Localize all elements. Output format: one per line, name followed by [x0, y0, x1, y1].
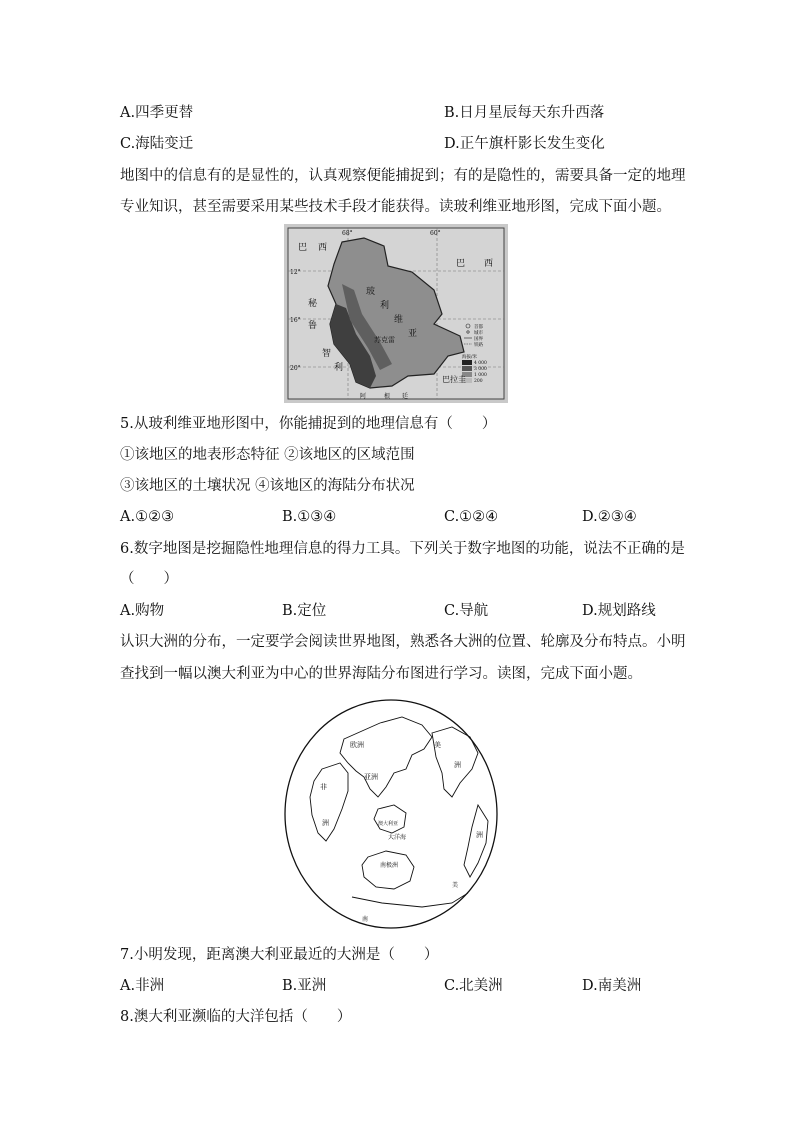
label-bolivia-1: 玻 [366, 287, 376, 297]
q5-option-b: B.①③④ [282, 509, 337, 525]
q5-stem: 5.从玻利维亚地形图中，你能捕捉到的地理信息有（ ） [120, 416, 497, 432]
label-brazil-1b: 西 [318, 243, 328, 253]
legend-city: 城市 [474, 331, 483, 336]
intro2-line1: 认识大洲的分布，一定要学会阅读世界地图，熟悉各大洲的位置、轮廓及分布特点。小明 [120, 634, 686, 650]
label-brazil-1a: 巴 [298, 243, 308, 253]
legend-elev-3000: 3 000 [474, 367, 487, 372]
label-brazil-2b: 西 [484, 259, 494, 269]
label-ocean: 大洋海 [388, 834, 407, 841]
label-europe: 欧洲 [350, 741, 364, 749]
legend-elev-200: 200 [474, 379, 483, 384]
q5-option-c: C.①②④ [444, 509, 499, 525]
world-map-australia-centered [282, 697, 501, 932]
label-argentina-1: 阿 [360, 393, 367, 400]
lat-label-20: 20° [290, 365, 301, 372]
legend-border: 国界 [474, 337, 483, 342]
label-bolivia-4: 亚 [408, 329, 418, 339]
intro1-line2: 专业知识，甚至需要采用某些技术手段才能获得。读玻利维亚地形图，完成下面小题。 [120, 199, 671, 215]
label-brazil-2a: 巴 [456, 259, 466, 269]
q7-stem: 7.小明发现，距离澳大利亚最近的大洲是（ ） [120, 947, 439, 963]
legend-elev-4000: 4 000 [474, 361, 487, 366]
intro2-line2: 查找到一幅以澳大利亚为中心的世界海陆分布图进行学习。读图，完成下面小题。 [120, 666, 642, 682]
q7-option-c: C.北美洲 [444, 978, 503, 994]
label-south: 南 [362, 916, 369, 923]
lon-label-68: 68° [342, 230, 353, 237]
label-chile-2: 利 [334, 363, 344, 373]
label-bolivia-3: 维 [394, 315, 404, 325]
q5-items-line1: ①该地区的地表形态特征 ②该地区的区域范围 [120, 447, 415, 463]
lat-label-16: 16° [290, 317, 301, 324]
lon-label-60: 60° [430, 230, 441, 237]
label-antarctica: 南极洲 [380, 862, 399, 869]
q7-option-b: B.亚洲 [282, 978, 327, 994]
label-africa-2: 洲 [322, 819, 329, 827]
bolivia-terrain-map [284, 224, 508, 403]
q4-option-d: D.正午旗杆影长发生变化 [444, 136, 605, 152]
q6-stem-cont: （ ） [120, 571, 178, 587]
label-sucre: 苏克雷 [374, 336, 395, 344]
label-america-n-1: 美 [434, 741, 441, 749]
legend-railway: 铁路 [474, 343, 483, 348]
q5-option-a: A.①②③ [120, 509, 175, 525]
q6-option-b: B.定位 [282, 603, 327, 619]
q6-option-c: C.导航 [444, 603, 489, 619]
label-argentina-2: 根 [384, 393, 391, 400]
label-bolivia-2: 利 [380, 301, 390, 311]
q8-stem: 8.澳大利亚濒临的大洋包括（ ） [120, 1009, 352, 1025]
q6-option-d: D.规划路线 [582, 603, 656, 619]
q6-option-a: A.购物 [120, 603, 165, 619]
label-chile-1: 智 [322, 349, 332, 359]
q7-option-a: A.非洲 [120, 978, 165, 994]
intro1-line1: 地图中的信息有的是显性的，认真观察便能捕捉到；有的是隐性的，需要具备一定的地理 [120, 168, 686, 184]
label-argentina-3: 廷 [402, 393, 409, 400]
q4-option-a: A.四季更替 [120, 105, 194, 121]
label-america-s-1: 美 [452, 882, 459, 889]
q4-option-b: B.日月星辰每天东升西落 [444, 105, 605, 121]
label-africa-1: 非 [320, 783, 327, 791]
q5-items-line2: ③该地区的土壤状况 ④该地区的海陆分布状况 [120, 478, 415, 494]
label-asia: 亚洲 [364, 773, 378, 781]
q5-option-d: D.②③④ [582, 509, 637, 525]
label-peru-2: 鲁 [308, 321, 318, 331]
label-america-s-2: 洲 [476, 831, 483, 839]
lat-label-12: 12° [290, 269, 301, 276]
label-america-n-2: 洲 [454, 761, 461, 769]
label-australia: 澳大利亚 [378, 821, 399, 827]
q7-option-d: D.南美洲 [582, 978, 642, 994]
label-paraguay: 巴拉圭 [442, 375, 466, 384]
label-peru-1: 秘 [308, 299, 318, 309]
legend-elevation-title: 海拔/米 [462, 355, 478, 360]
q4-option-c: C.海陆变迁 [120, 136, 194, 152]
legend-capital: 首都 [474, 325, 483, 330]
q6-stem: 6.数字地图是挖掘隐性地理信息的得力工具。下列关于数字地图的功能，说法不正确的是 [120, 541, 685, 557]
legend-elev-1000: 1 000 [474, 373, 487, 378]
